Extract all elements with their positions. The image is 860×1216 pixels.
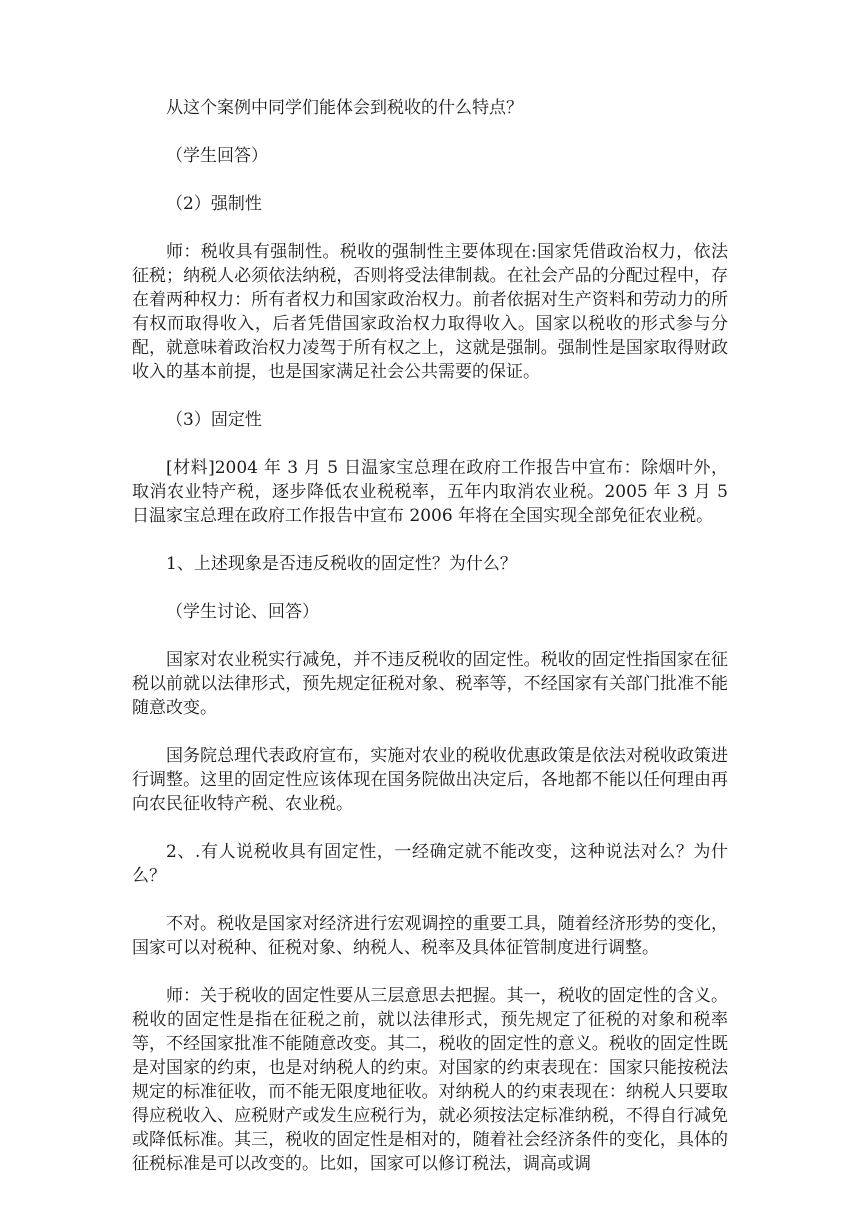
section-heading-fixed: （3）固定性 (166, 410, 262, 430)
question-1: 1、上述现象是否违反税收的固定性？为什么？ (166, 554, 517, 574)
answer-paragraph-1: 国家对农业税实行减免，并不违反税收的固定性。税收的固定性指国家在征税以前就以法律形式，预先规定征税对象、税率等，不经国家有关部门批准不能随意改变。 (132, 650, 728, 718)
material-paragraph: [材料]2004 年 3 月 5 日温家宝总理在政府工作报告中宣布：除烟叶外，取消农业特产税，逐步降低农业税税率，五年内取消农业税。2005 年 3 月 5 日温家宝总理在政府工作报告中宣布 2006 年将在全国实现全部免征农业税。 (132, 458, 728, 526)
answer-question-2: 不对。税收是国家对经济进行宏观调控的重要工具，随着经济形势的变化，国家可以对税种、征税对象、纳税人、税率及具体征管制度进行调整。 (132, 914, 728, 958)
student-discussion-note: （学生讨论、回答） (166, 602, 319, 622)
student-answer-note: （学生回答） (166, 146, 268, 166)
question-paragraph: 从这个案例中同学们能体会到税收的什么特点？ (166, 98, 523, 118)
teacher-explanation-fixed: 师：关于税收的固定性要从三层意思去把握。其一，税收的固定性的含义。税收的固定性是指在征税之前，就以法律形式，预先规定了征税的对象和税率等，不经国家批准不能随意改变。其二，税收的固定性的意义。税收的固定性既是对国家的约束，也是对纳税人的约束。对国家的约束表现在：国家只能按税法规定的标准征收，而不能无限度地征收。对纳税人的约束表现在：纳税人只要取得应税收入、应税财产或发生应税行为，就必须按法定标准纳税，不得自行减免或降低标准。其三，税收的固定性是相对的，随着社会经济条件的变化，具体的征税标准是可以改变的。比如，国家可以修订税法，调高或调 (132, 986, 728, 1174)
question-2: 2、.有人说税收具有固定性，一经确定就不能改变，这种说法对么？为什么？ (132, 842, 728, 886)
teacher-explanation-compulsory: 师：税收具有强制性。税收的强制性主要体现在:国家凭借政治权力，依法征税；纳税人必须依法纳税，否则将受法律制裁。在社会产品的分配过程中，存在着两种权力：所有者权力和国家政治权力。前者依据对生产资料和劳动力的所有权而取得收入，后者凭借国家政治权力取得收入。国家以税收的形式参与分配，就意味着政治权力凌驾于所有权之上，这就是强制。强制性是国家取得财政收入的基本前提，也是国家满足社会公共需要的保证。 (132, 242, 728, 382)
section-heading-compulsory: （2）强制性 (166, 194, 262, 214)
answer-paragraph-2: 国务院总理代表政府宣布，实施对农业的税收优惠政策是依法对税收政策进行调整。这里的固定性应该体现在国务院做出决定后，各地都不能以任何理由再向农民征收特产税、农业税。 (132, 746, 728, 814)
document-body (132, 96, 728, 1200)
